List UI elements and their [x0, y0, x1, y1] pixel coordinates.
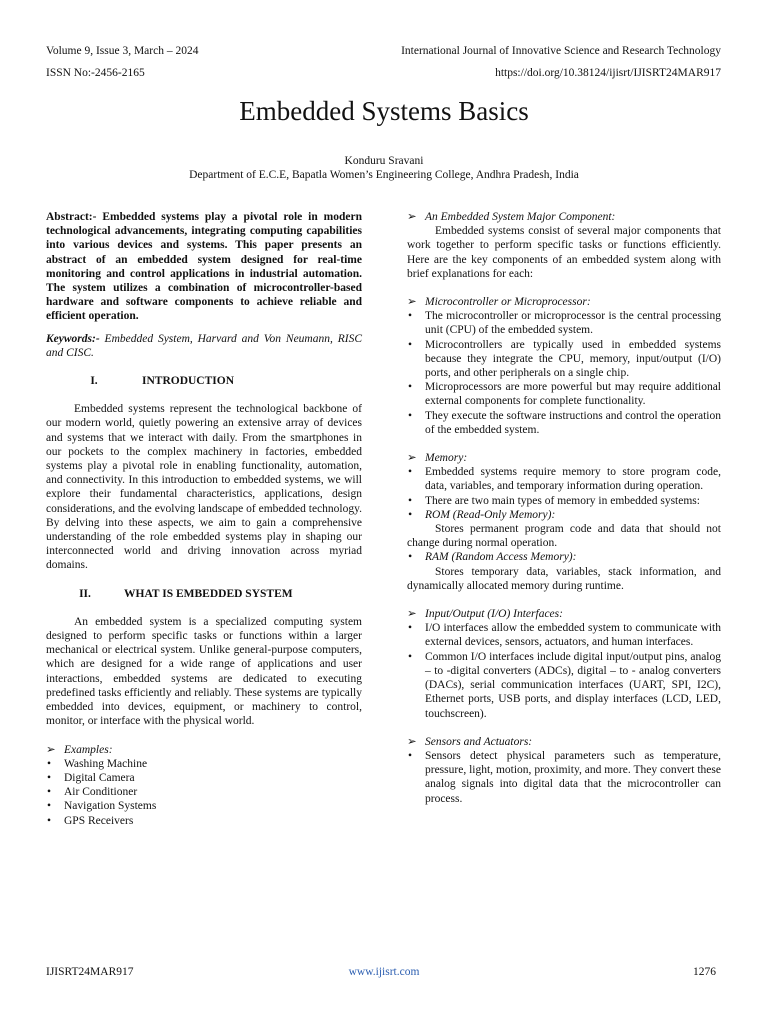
sensors-heading: ➢ Sensors and Actuators: — [407, 735, 533, 748]
examples-heading: ➢ Examples: — [46, 743, 113, 756]
arrow-bullet-icon: ➢ — [407, 608, 417, 621]
introduction-paragraph: Embedded systems represent the technological backbone of our modern world, quietly powering an extensive array of devices and systems that we interact with daily. From the smartphones in our pockets to the complex machinery in factories, embedded systems play a pivotal role in enabling functionality, automation, and connectivity. In this introduction to embedded systems, we will explore their fundamental characteristics, applications, design considerations, and the evolving landscape of embedded technology. By delving into these aspects, we aim to gain a comprehensive understanding of the role embedded systems play in shaping our interconnected world and driving innovation across myriad domains. — [46, 403, 362, 572]
section-title: INTRODUCTION — [142, 375, 235, 388]
section-number: II. — [79, 587, 91, 600]
keywords-label: Keywords:- — [46, 332, 100, 345]
arrow-bullet-icon: ➢ — [407, 452, 417, 465]
memory-heading: ➢ Memory: — [407, 452, 468, 465]
issn: ISSN No:-2456-2165 — [46, 67, 145, 79]
ram-paragraph: Stores temporary data, variables, stack information, and dynamically allocated memory during runtime. — [407, 565, 721, 592]
journal-name: International Journal of Innovative Science and Research Technology — [401, 45, 721, 57]
section-heading-what-is — [46, 587, 362, 601]
list-item: • I/O interfaces allow the embedded system to communicate with external devices, sensors, actuators, and human interfaces. — [407, 621, 721, 649]
footer-website-link[interactable]: www.ijisrt.com — [348, 966, 420, 978]
list-item: • Common I/O interfaces include digital input/output pins, analog – to -digital converters (ADCs), digital – to - analog converters (DACs), serial communication interfaces (UART, SPI, I2C), Ethernet ports, USB ports, and display interfaces (LCD, LED, touchscreen). — [407, 650, 721, 721]
rom-paragraph: Stores permanent program code and data that should not change during normal operation. — [407, 523, 721, 550]
rom-heading: • ROM (Read-Only Memory): — [407, 508, 721, 522]
memory-list — [407, 465, 721, 508]
keywords — [46, 332, 362, 360]
list-item: • The microcontroller or microprocessor is the central processing unit (CPU) of the embedded system. — [407, 309, 721, 337]
doi-link[interactable]: https://doi.org/10.38124/ijisrt/IJISRT24MAR917 — [495, 67, 721, 79]
section-title: WHAT IS EMBEDDED SYSTEM — [124, 587, 293, 600]
volume-info: Volume 9, Issue 3, March – 2024 — [46, 45, 199, 57]
list-item: • Digital Camera — [46, 771, 362, 785]
arrow-bullet-icon: ➢ — [407, 211, 417, 223]
section-number: I. — [90, 375, 98, 388]
right-column — [407, 210, 721, 806]
author-name: Konduru Sravani — [344, 155, 424, 167]
list-item: • Embedded systems require memory to store program code, data, variables, and temporary information during operation. — [407, 465, 721, 493]
arrow-bullet-icon: ➢ — [46, 743, 56, 756]
section-heading-introduction — [46, 374, 362, 388]
arrow-bullet-icon: ➢ — [407, 735, 417, 748]
author-affiliation: Department of E.C.E, Bapatla Women’s Engineering College, Andhra Pradesh, India — [189, 169, 579, 181]
microcontroller-heading: ➢ Microcontroller or Microprocessor: — [407, 296, 591, 309]
list-item: • Washing Machine — [46, 757, 362, 771]
list-item: • There are two main types of memory in embedded systems: — [407, 494, 721, 508]
io-list — [407, 621, 721, 720]
list-item: • Navigation Systems — [46, 799, 362, 813]
rom-item — [407, 508, 721, 522]
major-component-paragraph: Embedded systems consist of several major components that work together to perform specific tasks or functions efficiently. Here are the key components of an embedded system along with brief explanations for each: — [407, 225, 721, 280]
footer-paper-id: IJISRT24MAR917 — [46, 966, 134, 978]
keywords-text: Embedded System, Harvard and Von Neumann, RISC and CISC. — [46, 332, 362, 359]
paper-title: Embedded Systems Basics — [239, 96, 529, 126]
footer-page-number: 1276 — [693, 966, 716, 978]
ram-heading: • RAM (Random Access Memory): — [407, 550, 721, 564]
io-heading: ➢ Input/Output (I/O) Interfaces: — [407, 608, 563, 621]
abstract-text: Embedded systems play a pivotal role in modern technological advancements, integrating computing capabilities into various devices and systems. This paper presents an abstract of an embedded system designed for real-time monitoring and control applications in industrial automation. The system utilizes a combination of microcontroller-based hardware and software components to achieve reliable and efficient operation. — [46, 211, 362, 323]
list-item: • Microprocessors are more powerful but may require additional external components for complete functionality. — [407, 380, 721, 408]
list-item: • Microcontrollers are typically used in embedded systems because they integrate the CPU, memory, input/output (I/O) ports, and other peripherals on a single chip. — [407, 338, 721, 381]
sensors-list — [407, 749, 721, 806]
list-item: • Sensors detect physical parameters such as temperature, pressure, light, motion, proximity, and more. They convert these analog signals into digital data that the microcontroller can process. — [407, 749, 721, 806]
list-item: • GPS Receivers — [46, 814, 362, 828]
what-is-paragraph: An embedded system is a specialized computing system designed to perform specific tasks or functions within a larger mechanical or electrical system. Unlike general-purpose computers, which are designed for a wide range of applications and user interactions, embedded systems are dedicated to executing predefined tasks efficiently and reliably. These systems are typically embedded into devices, equipment, or machinery to control, monitor, or interface with the physical world. — [46, 615, 362, 728]
list-item: • Air Conditioner — [46, 785, 362, 799]
left-column — [46, 210, 362, 828]
major-component-heading: ➢ An Embedded System Major Component: — [407, 211, 616, 223]
list-item: • They execute the software instructions and control the operation of the embedded system. — [407, 409, 721, 437]
abstract — [46, 210, 362, 324]
abstract-label: Abstract:- — [46, 211, 97, 223]
ram-item — [407, 550, 721, 564]
arrow-bullet-icon: ➢ — [407, 296, 417, 309]
microcontroller-list — [407, 309, 721, 437]
examples-list — [46, 757, 362, 828]
